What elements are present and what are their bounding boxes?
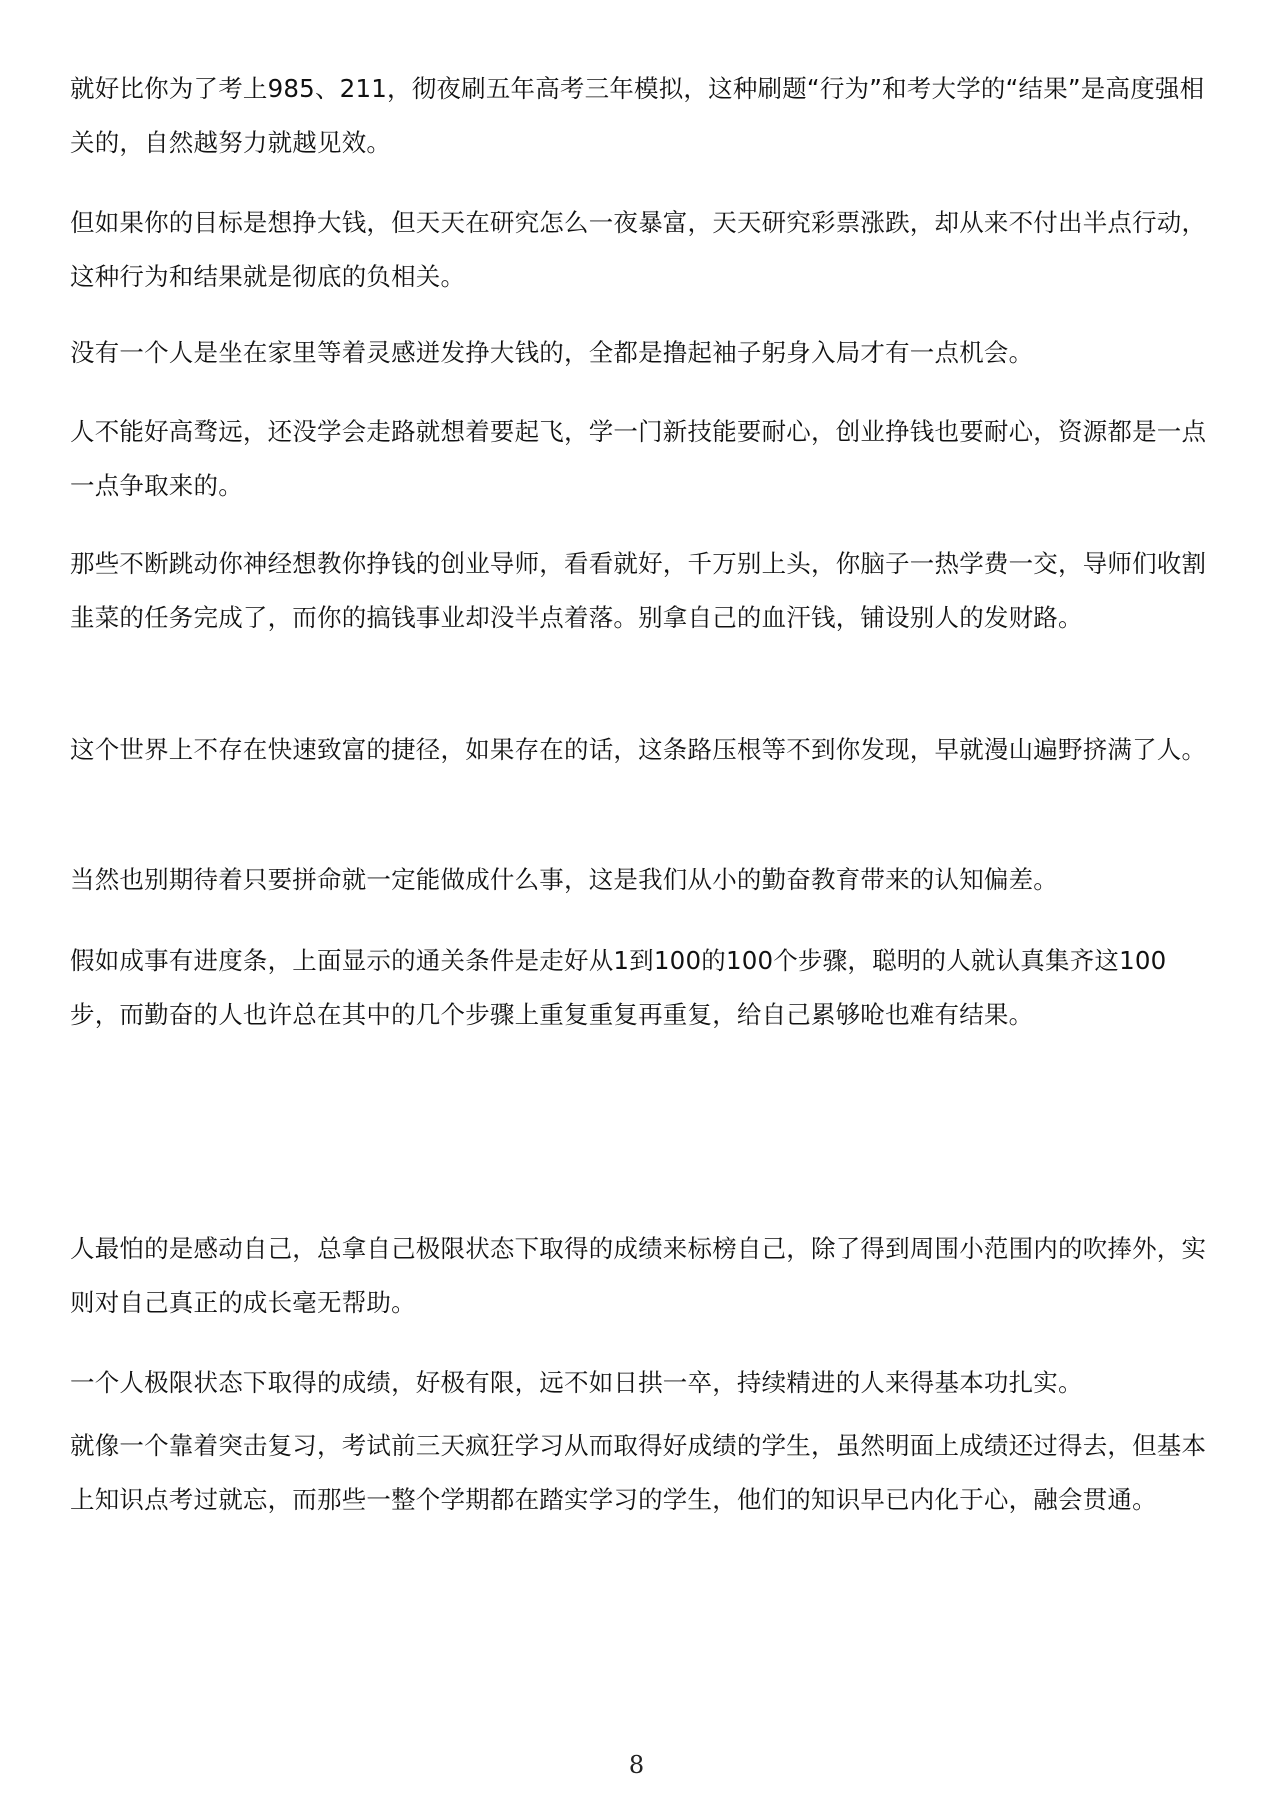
paragraph-2: 但如果你的目标是想挣大钱，但天天在研究怎么一夜暴富，天天研究彩票涨跌，却从来不付出半点行动，这种行为和结果就是彻底的负相关。 — [70, 208, 1207, 291]
paragraph-5: 那些不断跳动你神经想教你挣钱的创业导师，看看就好，千万别上头，你脑子一热学费一交，导师们收割韭菜的任务完成了，而你的搞钱事业却没半点着落。别拿自己的血汗钱，铺设别人的发财路。 — [70, 549, 1207, 632]
page-number: 8 — [628, 1751, 645, 1779]
paragraph-4: 人不能好高骛远，还没学会走路就想着要起飞，学一门新技能要耐心，创业挣钱也要耐心，资源都是一点一点争取来的。 — [70, 417, 1207, 500]
paragraph-6: 这个世界上不存在快速致富的捷径，如果存在的话，这条路压根等不到你发现，早就漫山遍野挤满了人。 — [70, 735, 1207, 764]
paragraph-9: 人最怕的是感动自己，总拿自己极限状态下取得的成绩来标榜自己，除了得到周围小范围内的吹捧外，实则对自己真正的成长毫无帮助。 — [70, 1234, 1207, 1317]
paragraph-11: 就像一个靠着突击复习，考试前三天疯狂学习从而取得好成绩的学生，虽然明面上成绩还过得去，但基本上知识点考过就忘，而那些一整个学期都在踏实学习的学生，他们的知识早已内化于心，融会贯通。 — [70, 1431, 1207, 1514]
paragraph-3: 没有一个人是坐在家里等着灵感迸发挣大钱的，全都是撸起袖子躬身入局才有一点机会。 — [70, 338, 1034, 367]
paragraph-8: 假如成事有进度条，上面显示的通关条件是走好从1到100的100个步骤，聪明的人就认真集齐这100步，而勤奋的人也许总在其中的几个步骤上重复重复再重复，给自己累够呛也难有结果。 — [70, 946, 1167, 1029]
paragraph-1: 就好比你为了考上985、211，彻夜刷五年高考三年模拟，这种刷题“行为”和考大学的“结果”是高度强相关的，自然越努力就越见效。 — [70, 74, 1205, 157]
paragraph-10: 一个人极限状态下取得的成绩，好极有限，远不如日拱一卒，持续精进的人来得基本功扎实。 — [70, 1368, 1083, 1397]
paragraph-7: 当然也别期待着只要拼命就一定能做成什么事，这是我们从小的勤奋教育带来的认知偏差。 — [70, 865, 1058, 894]
